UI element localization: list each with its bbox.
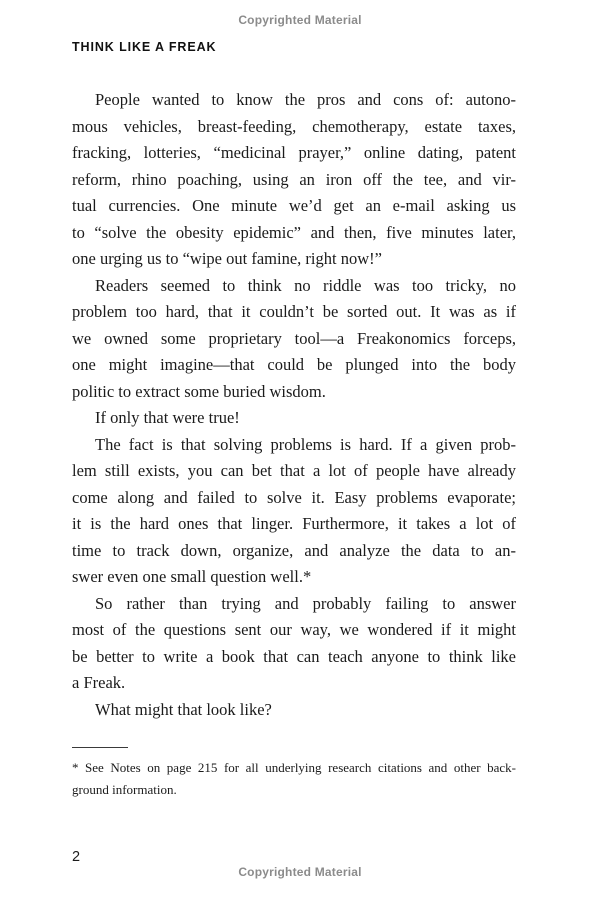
body-line: Readers seemed to think no riddle was too tricky, no	[95, 275, 516, 295]
body-line: a Freak.	[72, 673, 126, 692]
paragraph	[72, 405, 516, 432]
body-line: it is the hard ones that linger. Furthermore, it takes a lot of	[72, 514, 516, 533]
paragraph	[72, 87, 516, 273]
body-line: time to track down, organize, and analyze the data to an-	[72, 540, 516, 560]
body-line: If only that were true!	[95, 408, 240, 427]
body-line: So rather than trying and probably failing to answer	[95, 593, 516, 613]
copyright-notice-top: Copyrighted Material	[238, 13, 362, 27]
body-line: What might that look like?	[95, 699, 272, 719]
body-line: one urging us to “wipe out famine, right now!”	[72, 249, 382, 268]
paragraph	[72, 273, 516, 406]
body-line: politic to extract some buried wisdom.	[72, 381, 326, 401]
paragraph	[72, 697, 516, 724]
footnote-line: ground information.	[72, 782, 177, 797]
paragraph	[72, 591, 516, 697]
page-number: 2	[72, 849, 81, 865]
body-line: to “solve the obesity epidemic” and then, five minutes later,	[72, 222, 516, 242]
footnote-line: * See Notes on page 215 for all underlying research citations and other back-	[72, 760, 516, 775]
footnote-text	[72, 757, 516, 801]
paragraph	[72, 432, 516, 591]
body-line: we owned some proprietary tool—a Freakonomics forceps,	[72, 328, 516, 348]
body-line: tual currencies. One minute we’d get an e-mail asking us	[72, 196, 516, 215]
body-line: reform, rhino poaching, using an iron off the tee, and vir-	[72, 169, 516, 189]
body-line: one might imagine—that could be plunged into the body	[72, 355, 516, 374]
body-line: People wanted to know the pros and cons of: autono-	[95, 90, 516, 109]
body-line: problem too hard, that it couldn’t be sorted out. It was as if	[72, 302, 516, 321]
body-line: most of the questions sent our way, we wondered if it might	[72, 620, 516, 639]
footnote	[72, 747, 516, 801]
body-line: be better to write a book that can teach anyone to think like	[72, 646, 516, 666]
running-header: THINK LIKE A FREAK	[72, 40, 217, 54]
body-line: lem still exists, you can bet that a lot of people have already	[72, 461, 516, 480]
body-line: swer even one small question well.*	[72, 567, 312, 586]
body-line: The fact is that solving problems is hard. If a given prob-	[95, 434, 516, 454]
body-line: fracking, lotteries, “medicinal prayer,” online dating, patent	[72, 143, 516, 162]
body-line: come along and failed to solve it. Easy problems evaporate;	[72, 487, 516, 507]
copyright-notice-bottom: Copyrighted Material	[238, 865, 362, 879]
footnote-divider	[72, 747, 128, 748]
body-line: mous vehicles, breast-feeding, chemotherapy, estate taxes,	[72, 116, 516, 136]
body-text	[72, 87, 516, 723]
